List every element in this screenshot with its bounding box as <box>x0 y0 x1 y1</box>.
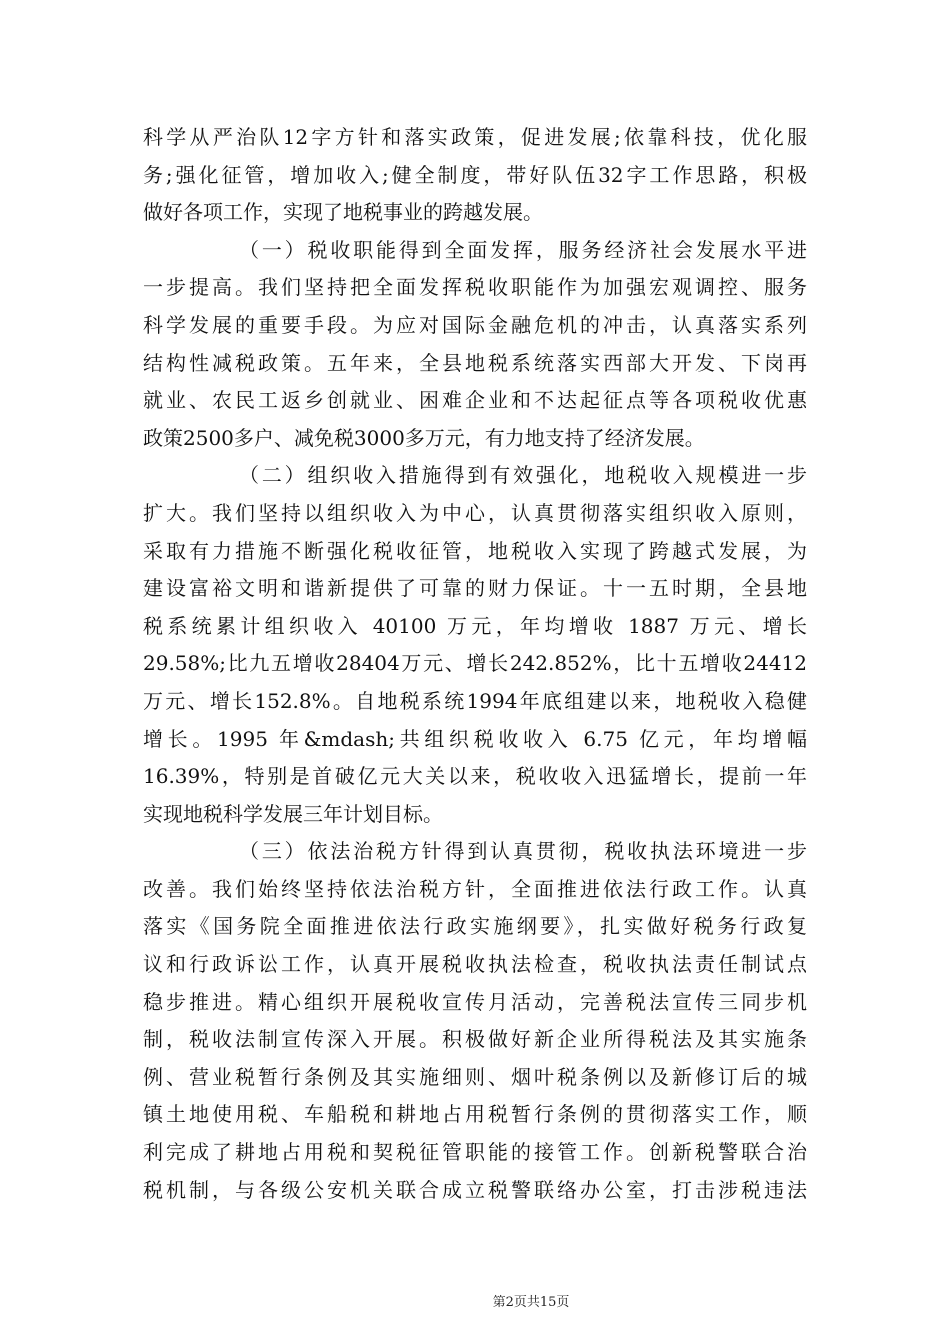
text-line: 实现地税科学发展三年计划目标。 <box>143 801 443 826</box>
text-line: 利完成了耕地占用税和契税征管职能的接管工作。创新税警联合治 <box>143 1140 807 1165</box>
text-line: 议和行政诉讼工作，认真开展税收执法检查，税收执法责任制试点 <box>143 952 807 977</box>
text-line: 务;强化征管，增加收入;健全制度，带好队伍32字工作思路，积极 <box>143 162 807 187</box>
text-line: 建设富裕文明和谐新提供了可靠的财力保证。十一五时期，全县地 <box>143 576 807 601</box>
text-line: 税机制，与各级公安机关联合成立税警联络办公室，打击涉税违法 <box>143 1177 807 1202</box>
text-line: 制，税收法制宣传深入开展。积极做好新企业所得税法及其实施条 <box>143 1027 807 1052</box>
text-line: 就业、农民工返乡创就业、困难企业和不达起征点等各项税收优惠 <box>143 388 807 413</box>
text-line: 政策2500多户、减免税3000多万元，有力地支持了经济发展。 <box>143 425 705 450</box>
section-heading-line: （二）组织收入措施得到有效强化，地税收入规模进一步 <box>239 463 807 488</box>
text-line: 例、营业税暂行条例及其实施细则、烟叶税条例以及新修订后的城 <box>143 1064 807 1089</box>
text-line: 镇土地使用税、车船税和耕地占用税暂行条例的贯彻落实工作，顺 <box>143 1102 807 1127</box>
text-line: 增长。1995 年&mdash;共组织税收收入 6.75 亿元，年均增幅 <box>143 726 807 751</box>
text-line: 一步提高。我们坚持把全面发挥税收职能作为加强宏观调控、服务 <box>143 275 807 300</box>
text-line: 采取有力措施不断强化税收征管，地税收入实现了跨越式发展，为 <box>143 538 807 563</box>
text-line: 做好各项工作，实现了地税事业的跨越发展。 <box>143 200 543 225</box>
section-heading-line: （一）税收职能得到全面发挥，服务经济社会发展水平进 <box>239 237 807 262</box>
text-line: 落实《国务院全面推进依法行政实施纲要》，扎实做好税务行政复 <box>143 914 807 939</box>
text-line: 万元、增长152.8%。自地税系统1994年底组建以来，地税收入稳健 <box>143 688 807 713</box>
text-line: 科学发展的重要手段。为应对国际金融危机的冲击，认真落实系列 <box>143 312 807 337</box>
text-line: 科学从严治队12字方针和落实政策，促进发展;依靠科技，优化服 <box>143 125 807 149</box>
text-line: 结构性减税政策。五年来，全县地税系统落实西部大开发、下岗再 <box>143 350 807 375</box>
page-number: 第2页共15页 <box>492 1295 570 1310</box>
section-heading-line: （三）依法治税方针得到认真贯彻，税收执法环境进一步 <box>239 839 807 864</box>
paragraph <box>143 457 807 833</box>
paragraph <box>143 232 807 458</box>
text-line: 改善。我们始终坚持依法治税方针，全面推进依法行政工作。认真 <box>143 876 807 901</box>
text-line: 29.58%;比九五增收28404万元、增长242.852%，比十五增收24412 <box>143 651 807 676</box>
paragraph <box>143 119 807 232</box>
text-line: 16.39%，特别是首破亿元大关以来，税收收入迅猛增长，提前一年 <box>143 764 807 789</box>
document-body <box>143 119 807 1209</box>
text-line: 扩大。我们坚持以组织收入为中心，认真贯彻落实组织收入原则， <box>143 500 807 525</box>
text-line: 稳步推进。精心组织开展税收宣传月活动，完善税法宣传三同步机 <box>143 989 807 1014</box>
text-line: 税系统累计组织收入 40100 万元，年均增收 1887 万元、增长 <box>143 613 807 638</box>
paragraph <box>143 833 807 1209</box>
